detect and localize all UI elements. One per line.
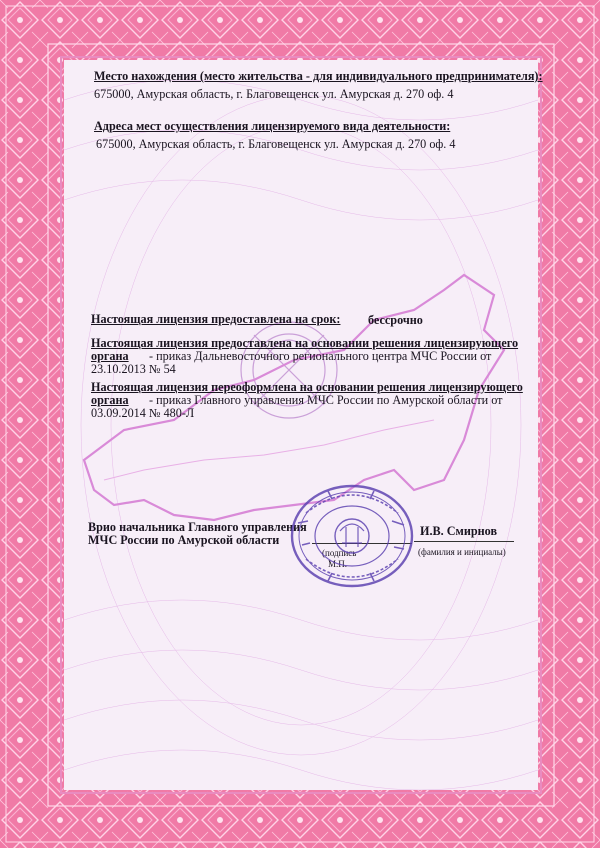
address-value: 675000, Амурская область, г. Благовещенск ул. Амурская д. 270 оф. 4 [94,87,454,101]
term-label: Настоящая лицензия предоставлена на срок: [91,312,341,326]
watermark-pattern [64,60,538,790]
activity-address-label: Адреса мест осуществления лицензируемого вида деятельности: [94,119,451,133]
activity-address-value: 675000, Амурская область, г. Благовещенск ул. Амурская д. 270 оф. 4 [96,137,456,151]
reissue-basis-value-line1: - приказ Главного управления МЧС России по Амурской области от [149,393,503,407]
signer-title-line1: Врио начальника Главного управления [88,520,307,534]
granted-basis-value-line1: - приказ Дальневосточного регионального центра МЧС России от [149,349,492,363]
term-value: бессрочно [368,313,423,327]
granted-basis-label-line2: органа [91,349,129,363]
seal-caption: М.П. [328,559,348,569]
official-seal-icon [288,483,416,589]
reissue-basis-value-line2: 03.09.2014 № 480-Л [91,406,195,420]
signature-caption: (подпись [322,548,357,558]
name-line [414,541,514,542]
granted-basis-label-line1: Настоящая лицензия предоставлена на основании решения лицензирующего [91,336,519,350]
reissue-basis-label-line2: органа [91,393,129,407]
address-label: Место нахождения (место жительства - для индивидуального предпринимателя): [94,69,543,83]
signer-name: И.В. Смирнов [420,524,498,538]
granted-basis-value-line2: 23.10.2013 № 54 [91,362,176,376]
name-caption: (фамилия и инициалы) [418,547,506,557]
signer-title-line2: МЧС России по Амурской области [88,533,280,547]
reissue-basis-label-line1: Настоящая лицензия переоформлена на основании решения лицензирующего [91,380,523,394]
